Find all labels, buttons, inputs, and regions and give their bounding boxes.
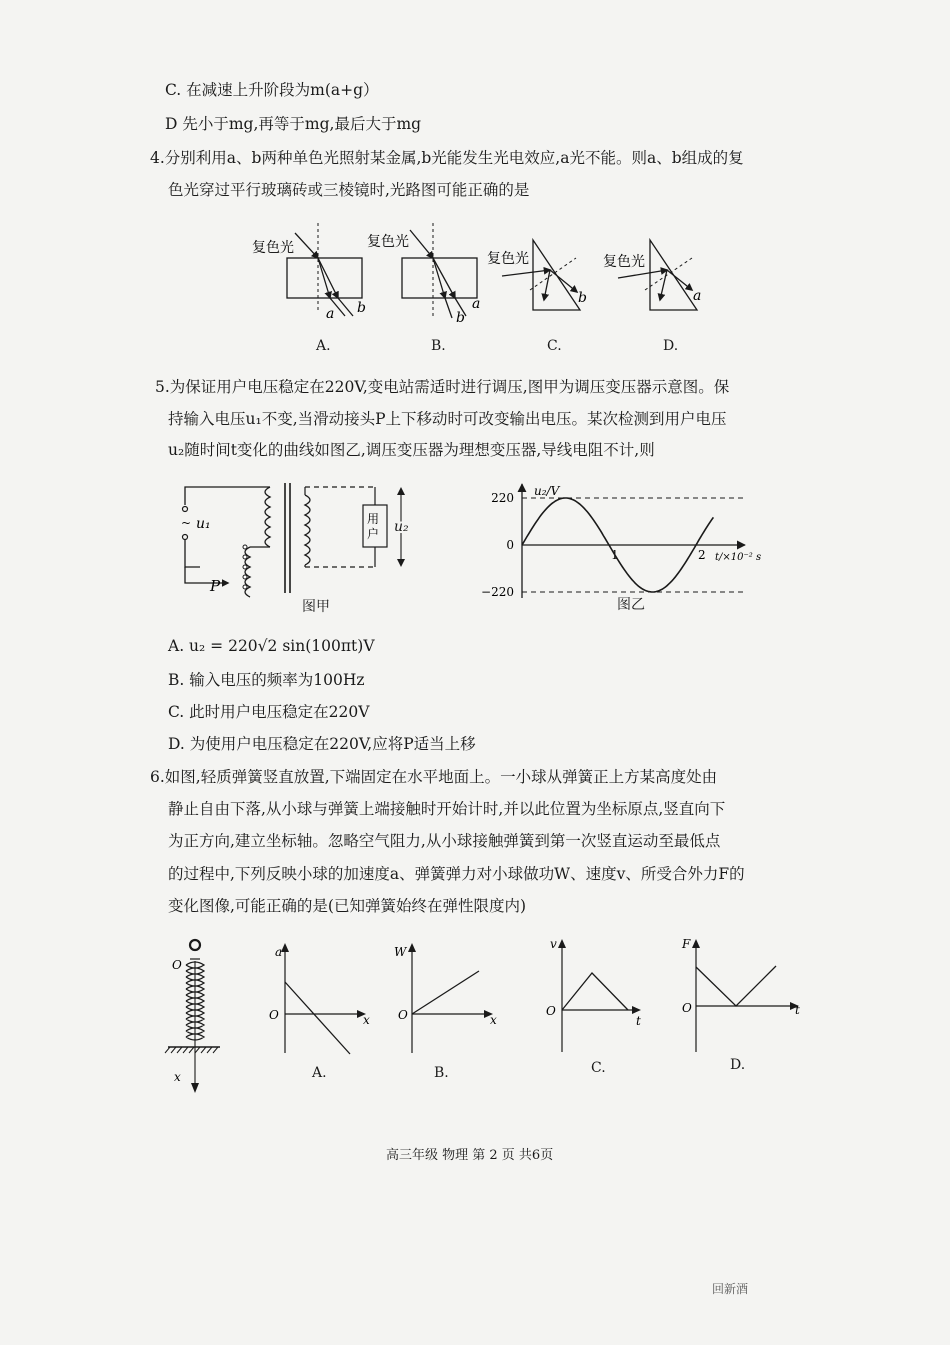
chart-x-label: t/×10⁻² s [715,552,762,563]
q5-stem-line3: u₂随时间t变化的曲线如图乙,调压变压器为理想变压器,导线电阻不计,则 [168,441,655,459]
q6-stem-line4: 的过程中,下列反映小球的加速度a、弹簧弹力对小球做功W、速度v、所受合外力F的 [168,865,745,883]
chart-y-tick-1: 0 [506,538,514,552]
q5-label-u1: u₁ [196,516,211,532]
q4-label-b: B. [431,338,446,354]
graph-b-x-label: x [490,1013,497,1027]
graph-a-y-label: a [275,945,283,959]
q4-fig-c-label: 复色光 [487,251,529,267]
graph-b-y-label: W [394,945,407,959]
q4-figure-d [603,240,701,310]
q6-stem-line2: 静止自由下落,从小球与弹簧上端接触时开始计时,并以此位置为坐标原点,竖直向下 [168,800,726,818]
graph-d-y-label: F [682,937,691,951]
q6-graph-d [678,932,808,1057]
q6-label-a: A. [312,1065,327,1081]
q4-fig-d-label: 复色光 [603,254,645,270]
q5-option-c: C. 此时用户电压稳定在220V [168,703,370,721]
q4-fig-a-ray-b: b [357,300,366,316]
q6-graph-a [265,938,380,1058]
q3-option-c: C. 在减速上升阶段为m(a+g） [165,81,379,99]
ball-icon [190,940,200,950]
q4-fig-b-ray-b: b [456,310,465,326]
q5-voltage-chart [470,478,770,603]
graph-c-line [562,973,628,1010]
q6-stem-line1: 6.如图,轻质弹簧竖直放置,下端固定在水平地面上。一小球从弹簧正上方某高度处由 [150,768,718,786]
chart-x-tick-2: 2 [698,548,706,562]
q5-user-char2: 户 [367,527,380,541]
svg-text:O: O [546,1004,556,1018]
q4-fig-c-ray-b: b [578,290,587,306]
spring-origin-label: O [172,958,182,972]
q5-caption-yi: 图乙 [617,597,645,613]
q4-label-d: D. [663,338,679,354]
q6-stem-line3: 为正方向,建立坐标轴。忽略空气阻力,从小球接触弹簧到第一次竖直运动至最低点 [168,832,721,850]
chart-y-tick-2: −220 [481,585,514,599]
chart-x-tick-1: 1 [611,548,619,562]
q6-label-c: C. [591,1060,606,1076]
graph-d-x-label: t [795,1003,800,1017]
q6-label-d: D. [730,1057,746,1073]
q6-label-b: B. [434,1065,449,1081]
q5-option-d: D. 为使用户电压稳定在220V,应将P适当上移 [168,735,476,753]
q5-option-b: B. 输入电压的频率为100Hz [168,671,365,689]
graph-d-line [696,966,776,1006]
svg-text:O: O [682,1001,692,1015]
q4-fig-b-ray-a: a [472,296,481,312]
q5-label-p: P [210,577,221,595]
q5-stem-line2: 持输入电压u₁不变,当滑动接头P上下移动时可改变输出电压。某次检测到用户电压 [168,410,727,428]
q4-label-c: C. [547,338,562,354]
q6-stem-line5: 变化图像,可能正确的是(已知弹簧始终在弹性限度内) [168,897,527,915]
q5-stem-line1: 5.为保证用户电压稳定在220V,变电站需适时进行调压,图甲为调压变压器示意图。保 [155,378,730,396]
q5-caption-jia: 图甲 [302,599,330,615]
graph-b-line [412,971,479,1014]
graph-c-y-label: v [550,937,557,951]
q5-option-a: A. u₂ = 220√2 sin(100πt)V [168,637,375,655]
chart-y-tick-0: 220 [491,491,514,505]
q6-graph-c [542,932,657,1057]
q4-figure-b [367,223,480,326]
svg-text:~: ~ [181,516,192,530]
svg-text:O: O [269,1008,279,1022]
q4-fig-b-label: 复色光 [367,234,409,250]
q4-fig-a-ray-a: a [326,306,335,322]
q5-user-char1: 用 [367,512,380,526]
q6-spring-figure [160,935,230,1095]
q3-option-d: D 先小于mg,再等于mg,最后大于mg [165,115,422,133]
q4-fig-d-ray-a: a [693,288,702,304]
q4-stem-line2: 色光穿过平行玻璃砖或三棱镜时,光路图可能正确的是 [168,181,530,199]
q6-graph-b [392,938,507,1058]
q4-stem-line1: 4.分别利用a、b两种单色光照射某金属,b光能发生光电效应,a光不能。则a、b组成的复 [150,149,744,167]
q4-fig-a-label: 复色光 [252,240,294,256]
q4-figure-c [487,240,587,310]
chart-y-label: u₂/V [534,484,560,498]
graph-c-x-label: t [636,1014,641,1028]
q4-figures [240,218,740,358]
corner-mark: 回新酒 [712,1282,749,1296]
graph-a-line [285,982,350,1054]
q4-label-a: A. [316,338,331,354]
q4-figure-a [252,223,366,322]
svg-text:O: O [398,1008,408,1022]
graph-a-x-label: x [363,1013,370,1027]
page-footer: 高三年级 物理 第 2 页 共6页 [386,1148,554,1163]
q5-label-u2: u₂ [394,519,409,535]
spring-axis-label: x [174,1070,181,1084]
q5-transformer-diagram [170,475,420,620]
